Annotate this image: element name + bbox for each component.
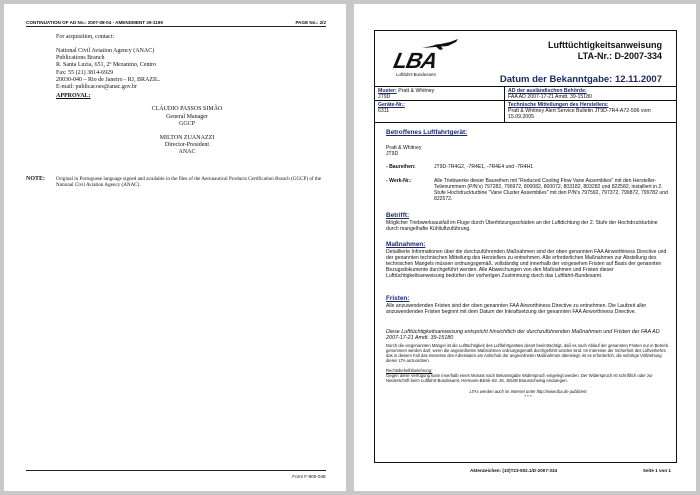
ad-label: AD der ausländischen Behörde:	[508, 88, 587, 94]
muster-value-model: JT9D	[378, 94, 391, 101]
continuation-ad-number: CONTINUATION OF AD No.: 2007-08-04 - AMENDMENT 39-1199	[26, 20, 163, 25]
geraete-value: 6311	[378, 108, 390, 115]
rechtsbehelf-label: Rechtsbehelfsbelehrung:	[386, 368, 433, 373]
end-marker: * * *	[524, 394, 532, 399]
approval-label: APPROVAL:	[56, 92, 91, 99]
betroffen-line: Pratt & Whitney	[386, 145, 422, 151]
signatory-role: Director-President	[164, 142, 210, 149]
signatory-role: General Manager	[166, 113, 208, 120]
left-footer	[26, 470, 326, 479]
logo-wordmark: LBA	[391, 48, 439, 73]
document-title	[548, 40, 662, 62]
ad-value: FAA AD 2007-17-21 Amdt. 39-15180	[508, 94, 592, 101]
acquisition-email: E-mail: publicacoes@anac.gov.br	[56, 84, 137, 91]
immediate-enforcement-text: Durch die vorgenannten Mängel ist die Lufttüchtigkeit des Luftfahrtgerätes derart beeinträchtigt, daß es nach Ablauf der genannten Fristen nur in Betrieb genommen werden darf, wenn die angeordneten Maßnahmen ordnungsgemäß durchgeführt worden sind. Im Interesse der Sicherheit des Luftverkehrs, das in diesem Fall das Interesse des Adressaten am Aufschub der angeordneten Maßnahmen überwiegt, ist es erforderlich, die sofortige Vollziehung dieser LTA anzuordnen.	[386, 343, 668, 363]
left-document-page	[4, 4, 346, 491]
tech-label: Technische Mitteilungen des Herstellers:	[508, 102, 609, 108]
fristen-heading: Fristen:	[386, 295, 410, 302]
grid-rule	[374, 122, 677, 123]
signatory-org: ANAC	[178, 149, 196, 156]
form-number: Form F-900-04E	[292, 474, 326, 479]
geraete-label: Geräte-Nr.:	[378, 102, 405, 108]
betroffen-line: JT9D	[386, 151, 399, 157]
continuation-header	[26, 12, 326, 26]
acquisition-line: Fax: 55 (21) 3814-6929	[56, 69, 114, 76]
acquisition-line: 20030-040 – Rio de Janeiro - RJ, BRAZIL.	[56, 76, 161, 83]
massnahmen-text: Detaillierte Informationen über die durchzuführenden Maßnahmen sind der oben genannten FAA Airworthiness Directive und der genannten technischen Mitteilung des Herstellers zu entnehmen. Alle erforderlichen Maßnahmen zur Abstellung des technischen Mangels müssen ordnungsgemäß, vollständig und innerhalb der vorgesehen Fristen auf Basis der genannten Bezugsdokumente durchgeführt werden. Alle Abweichungen von den Maßnahmen und Fristen dieser Lufttüchtigkeitsanweisung bedürfen der vorherigen Zustimmung durch das Luftfahrt-Bundesamt.	[386, 249, 667, 280]
page-number: PAGE No.: 2/2	[295, 20, 326, 25]
signatory-org: GGCP	[178, 120, 195, 127]
lta-number: LTA-Nr.: D-2007-334	[577, 51, 662, 61]
header-divider	[26, 26, 326, 27]
aktenzeichen: Aktenzeichen: (10)T23-502.1/D-2007-334	[470, 468, 558, 473]
muster-cell	[378, 88, 500, 100]
geraete-cell	[378, 102, 500, 114]
ad-cell	[508, 88, 674, 100]
signatory-name: MILTON ZUANAZZI	[159, 134, 215, 141]
fristen-text: Alle anzuwendenden Fristen sind der oben genannten FAA Airworthiness Directive zu entnehmen. Die Laufzeit aller anzuwendenden Fristen beginnt mit dem Datum der Inkraftsetzung der genannten FAA Airworthiness Directive.	[386, 303, 647, 316]
tech-value: Pratt & Whitney Alert Service Bulletin JT9D-7R4-A72-596 vom 15.09.2005	[508, 108, 651, 121]
acquisition-line: R. Santa Luzia, 651, 2º Mezanino, Centro	[56, 62, 157, 69]
legal-basis-note: Diese Lufttüchtigkeitsanweisung entspricht hinsichtlich der durchzuführenden Maßnahmen und Fristen der FAA AD 2007-17-21 Amdt. 39-15180	[386, 329, 660, 342]
tech-cell	[508, 102, 674, 121]
lba-logo	[390, 38, 464, 82]
werknr-value: Alle Triebwerke dieser Baureihen mit "Reduced Cooling Flow Vane Assemblies" mit den Hersteller-Teilenummern (P/N's) 797282, 796972, 800082, 800072, 803182, 803282 und 822582, installiert in 2. Stufe Hochdruckturbine "Vane Cluster Assemblies" mit den P/N's 797592, 797372, 799872, 799782 und 822572.	[434, 178, 668, 203]
grid-rule	[504, 86, 505, 122]
rechtsbehelf-text: Gegen diese Verfügung kann innerhalb eines Monats nach Bekanntgabe Widerspruch eingelegt werden. Der Widerspruch ist schriftlich oder zur Niederschrift beim Luftfahrt-Bundesamt, Hermann-Blenk-Str. 26, 38108 Braunschweig einzulegen.	[386, 373, 653, 383]
internet-publication-line: LTAs werden auch im Internet unter http://www.lba.de publiziert	[469, 389, 587, 394]
logo-subtitle: Luftfahrt-Bundesamt	[396, 72, 436, 77]
baureihen-value: JT9D-7R4G2, -7R4E1, -7R4E4 und -7R4H1	[434, 164, 534, 170]
massnahmen-heading: Maßnahmen:	[386, 241, 426, 248]
baureihen-label: - Baureihen:	[386, 164, 416, 170]
muster-value: Pratt & Whitney	[398, 88, 435, 94]
title-main: Lufttüchtigkeitsanweisung	[547, 40, 662, 50]
note-text: Original in Portuguese language signed and available in the files of the Aeronautical Products Certification Branch (GGCP) of the National Civil Aviation Agency (ANAC).	[56, 176, 322, 189]
acquisition-line: National Civil Aviation Agency (ANAC)	[56, 47, 155, 54]
publication-date: Datum der Bekanntgabe: 12.11.2007	[499, 74, 662, 85]
betroffen-heading: Betroffenes Luftfahrtgerät:	[386, 129, 468, 136]
page-count: Seite 1 von 1	[642, 468, 671, 473]
acquisition-line: For acquisition, contact:	[56, 34, 115, 40]
werknr-label: - Werk-Nr.:	[386, 178, 412, 184]
right-document-page	[354, 4, 696, 491]
note-label: NOTE:	[26, 176, 46, 182]
betrifft-heading: Betrifft:	[386, 212, 410, 219]
acquisition-block	[56, 34, 316, 157]
grid-rule	[374, 86, 677, 87]
signatory-name: CLÁUDIO PASSOS SIMÃO	[151, 106, 223, 113]
muster-label: Muster:	[378, 88, 397, 94]
acquisition-line: Publications Branch	[56, 55, 105, 62]
betrifft-text: Möglicher Triebwerksausfall im Fluge durch Überhitzungsschäden an der Luftdichtung der 2. Stufe der Hochdruckturbine durch mangelhafte Kühlluftzuführung.	[386, 220, 658, 233]
